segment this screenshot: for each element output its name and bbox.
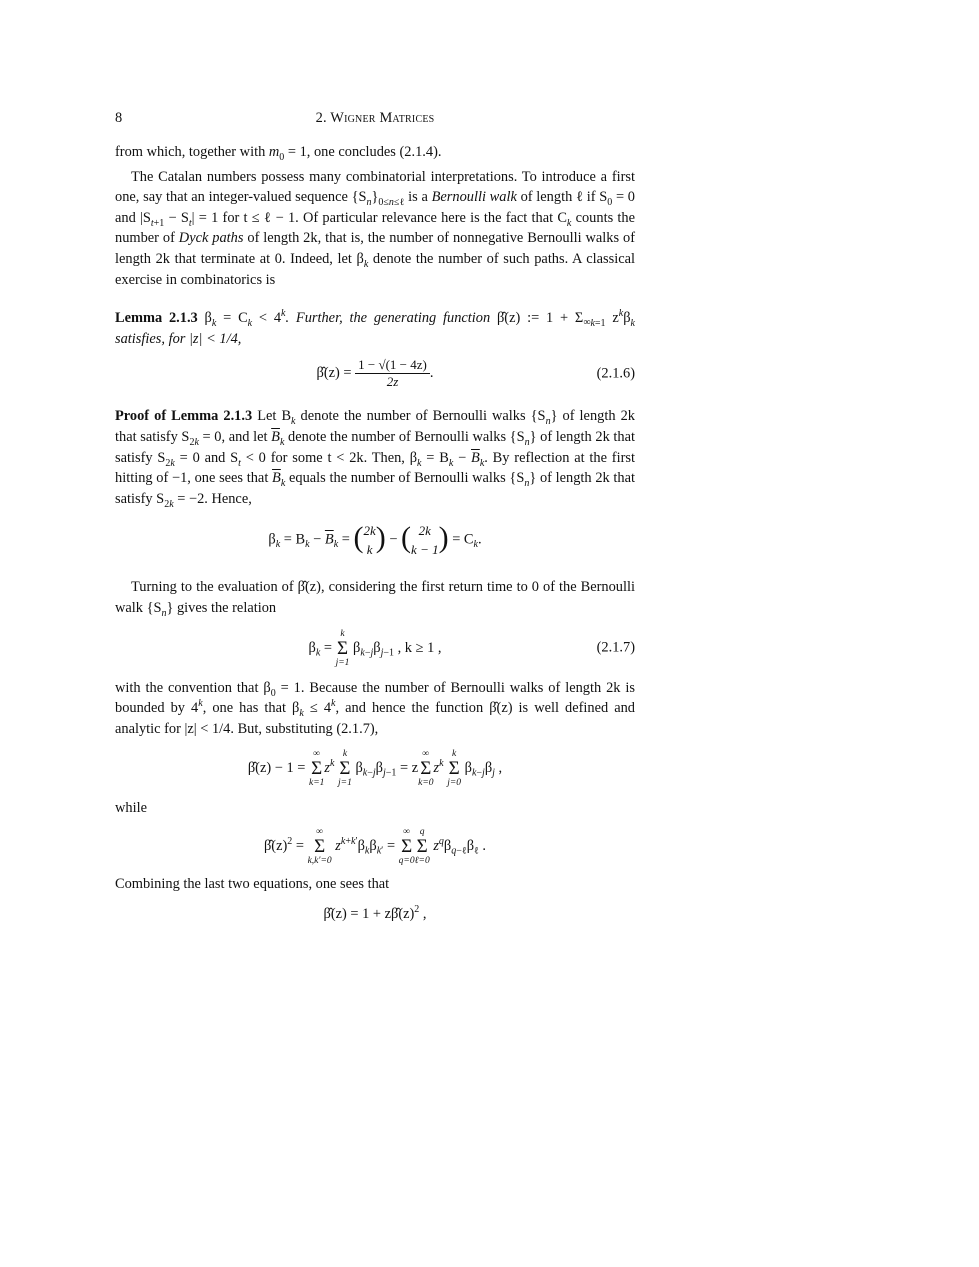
paragraph-5: Combining the last two equations, one sees that xyxy=(115,875,390,892)
equation-substitution: β̂(z) − 1 = ∞ Σ k=1 $z^k$ k Σ j=1 $\beta_{k-j}\beta_{j-1} = z$ ∞ Σ k=0 $z^k$ k Σ j=0 $\beta_{k-j}\beta_j$ , xyxy=(247,749,503,789)
running-title: 2. Wigner Matrices xyxy=(315,110,435,126)
page-number: 8 xyxy=(115,110,123,126)
equation-functional: β̂(z) = $1 + z\betâ(z)^2$ , xyxy=(323,904,427,923)
equation-number: (2.1.6) xyxy=(596,365,635,382)
paragraph-3: Turning to the evaluation of β̂(z), considering the first return time to 0 of the Bernoulli walk $\{S_n\}$ gives the relation xyxy=(115,579,635,619)
proof-label: Proof of Lemma 2.1.3 xyxy=(115,408,253,425)
equation-square: $\betâ(z)^2$ = ∞ Σ k,k′=0 $z^{k+k'}\beta_k\beta_{k'}$ = ∞ Σ q=0 q Σ ℓ=0 $z^q\beta_{q-\ell}\beta_\ell$ . xyxy=(263,826,487,866)
running-header xyxy=(115,100,635,124)
term-bernoulli-walk: Bernoulli walk xyxy=(431,189,517,206)
proof-lemma-2-1-3: Proof of Lemma 2.1.3 Let $B_k$ denote the number of Bernoulli walks $\{S_n\}$ of length 2k that satisfy $S_{2k} = 0$, and let $\overline{B}_k$ denote the number of Bernoulli walks $\{S_n\}$ of length 2k that satisfy $S_{2k} = 0$ and $S_t < 0$ for some t < 2k. Then, $\beta_k = B_k - \overline{B}_k$. By reflection at the first hitting of −1, one sees that $\overline{B}_k$ equals the number of Bernoulli walks $\{S_n\}$ of length 2k that satisfy $S_{2k} = -2$. Hence, xyxy=(115,408,635,510)
equation-2-1-6: β̂(z) = $\frac{1 - √(1 - 4z)}{2z}$ . (2.1.6) xyxy=(316,357,635,390)
paragraph-4: with the convention that $\beta_0 = 1$. Because the number of Bernoulli walks of length 2k is bounded by 4$^k$, one has that $\beta_k \le 4^k$, and hence the function β̂(z) is well defined and analytic for |z| < 1/4. But, substituting (2.1.7), xyxy=(115,679,635,737)
paragraph-1: from which, together with $m_0 = 1$, one concludes (2.1.4). xyxy=(115,144,442,163)
equation-number: (2.1.7) xyxy=(596,639,635,656)
lemma-label: Lemma 2.1.3 xyxy=(115,310,198,327)
equation-2-1-7: $\beta_k$ = k Σ j=1 $\beta_{k-j}\beta_{j-1}$ , k ≥ 1 , (2.1.7) xyxy=(308,628,635,668)
page-body xyxy=(115,100,635,935)
lemma-2-1-3: Lemma 2.1.3 $\beta_k = C_k < 4^k$. Further, the generating function β̂(z) := $1 + \Sigma_{\infty k=1}$ $z^k\beta_k$ satisfies, for |z| < 1/4, xyxy=(115,308,635,347)
paragraph-2: The Catalan numbers possess many combinatorial interpretations. To introduce a first one, say that an integer-valued sequence $\{S_n\}_{0\le n\le\ell}$ is a Bernoulli walk of length ℓ if $S_0 = 0$ and $|S_{t+1} - S_t| = 1$ for t ≤ ℓ − 1. Of particular relevance here is the fact that $C_k$ counts the number of Dyck paths of length 2k, that is, the number of nonnegative Bernoulli walks of length 2k that terminate at 0. Indeed, let $\beta_k$ denote the number of such paths. A classical exercise in combinatorics is xyxy=(115,168,636,288)
while-text: while xyxy=(115,800,147,817)
term-dyck-paths: Dyck paths xyxy=(178,230,244,247)
equation-binomial: $\beta_k = B_k - \overline{B}_k$ = ( 2k k ) − ( 2k k − 1 ) = $C_k$. xyxy=(268,521,482,558)
